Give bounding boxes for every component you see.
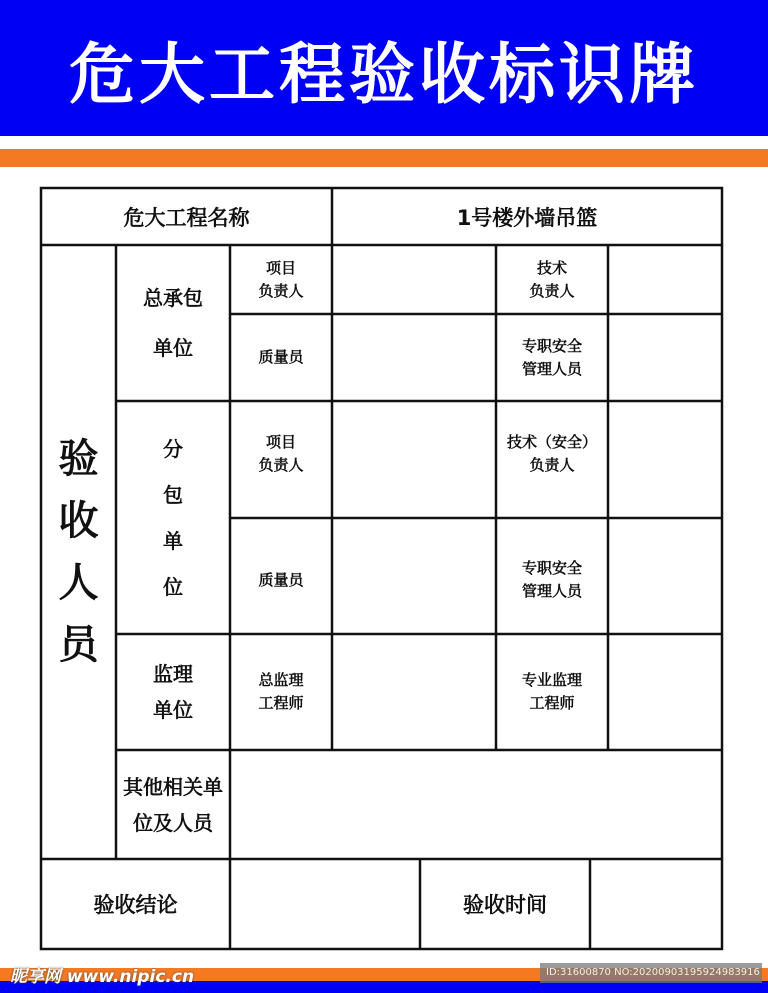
label-line: 管理人员 [521, 582, 582, 600]
label-line: 监理 [153, 662, 193, 686]
section-char: 验 [58, 436, 99, 482]
label-line: 其他相关单 [123, 774, 223, 799]
label-line: 工程师 [529, 694, 575, 712]
gc-project-lead-value[interactable] [332, 245, 496, 314]
section-char: 收 [58, 498, 99, 544]
label-line: 包 [163, 482, 183, 507]
other-parties-label [116, 750, 230, 859]
gc-safety-manager-label [496, 314, 608, 401]
sub-tech-safety-lead-label [496, 401, 608, 518]
page-title: 危大工程验收标识牌 [69, 35, 699, 113]
sub-project-lead-label [230, 401, 332, 518]
sub-safety-manager-label [496, 518, 608, 634]
orange-divider-stripe [0, 149, 768, 167]
gc-quality-inspector-value[interactable] [332, 314, 496, 401]
title-banner [0, 0, 768, 136]
acceptance-time-value[interactable] [590, 859, 722, 949]
label-line: 位 [163, 574, 183, 599]
other-parties-value[interactable] [230, 750, 722, 859]
sub-tech-safety-lead-value[interactable] [608, 401, 722, 518]
label-line: 技术 [536, 258, 567, 277]
label-line: 负责人 [529, 281, 575, 300]
label-line: 分 [163, 436, 183, 461]
label-line: 单位 [153, 336, 193, 360]
label-line: 位及人员 [133, 810, 213, 835]
label-line: 管理人员 [521, 359, 582, 378]
label-line: 负责人 [258, 455, 304, 474]
conclusion-label: 验收结论 [93, 893, 178, 917]
section-char: 员 [58, 622, 99, 668]
label-line: 专业监理 [521, 671, 582, 689]
watermark-text: 昵享网 www.nipic.cn [10, 967, 195, 987]
gc-tech-lead-label [496, 245, 608, 314]
gc-quality-inspector-label: 质量员 [258, 348, 304, 366]
gc-project-lead-label [230, 245, 332, 314]
sub-safety-manager-value[interactable] [608, 518, 722, 634]
label-line: 总监理 [258, 671, 304, 689]
label-line: 专职安全 [521, 336, 582, 355]
project-name-value: 1号楼外墙吊篮 [456, 205, 598, 230]
gc-tech-lead-value[interactable] [608, 245, 722, 314]
section-char: 人 [58, 560, 99, 606]
chief-supervisor-label [230, 634, 332, 750]
chief-supervisor-value[interactable] [332, 634, 496, 750]
supervisor-unit-label [116, 634, 230, 750]
general-contractor-label [116, 245, 230, 401]
sub-project-lead-value[interactable] [332, 401, 496, 518]
specialist-supervisor-value[interactable] [608, 634, 722, 750]
label-line: 单 [163, 528, 183, 553]
label-line: 负责人 [529, 455, 575, 474]
image-id-label: ID:31600870 NO:20200903195924983916 [540, 963, 762, 983]
subcontractor-label [116, 401, 230, 634]
label-line: 单位 [153, 698, 193, 722]
acceptance-time-label: 验收时间 [463, 893, 547, 917]
label-line: 总承包 [143, 286, 203, 310]
label-line: 项目 [265, 258, 296, 277]
gc-safety-manager-value[interactable] [608, 314, 722, 401]
label-line: 负责人 [258, 281, 304, 300]
acceptance-personnel-label [41, 245, 116, 859]
label-line: 工程师 [258, 694, 304, 712]
label-line: 技术（安全） [506, 432, 597, 451]
label-line: 项目 [265, 432, 296, 451]
sub-quality-inspector-label: 质量员 [258, 570, 304, 589]
sub-quality-inspector-value[interactable] [332, 518, 496, 634]
label-line: 专职安全 [521, 559, 582, 577]
conclusion-value[interactable] [230, 859, 420, 949]
specialist-supervisor-label [496, 634, 608, 750]
project-name-label: 危大工程名称 [123, 205, 250, 230]
